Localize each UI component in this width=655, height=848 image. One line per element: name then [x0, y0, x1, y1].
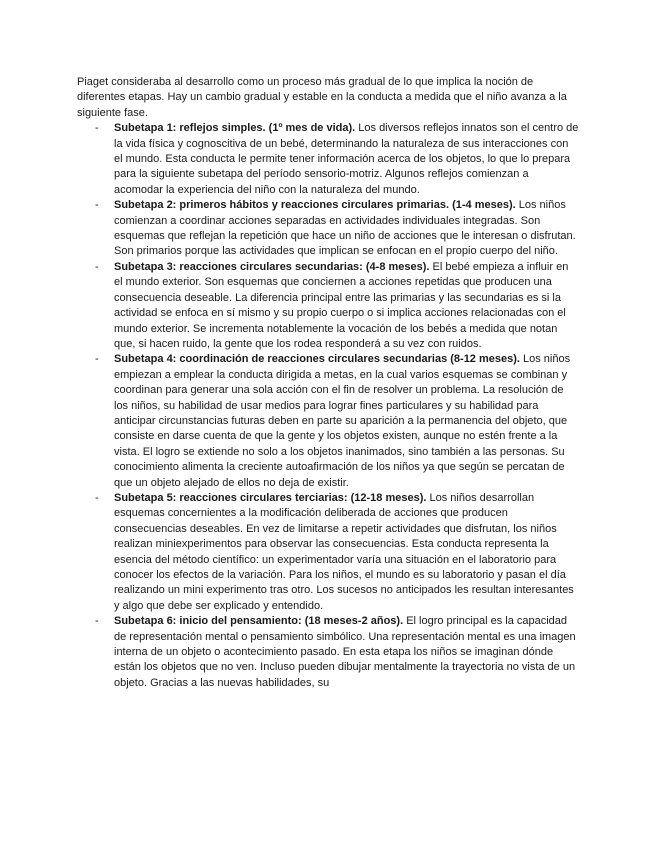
- document-page: [77, 75, 579, 691]
- substage-5: [77, 491, 579, 614]
- bullet-dash: -: [95, 199, 99, 212]
- substage-6: [77, 614, 579, 691]
- substage-text: Los niños empiezan a emplear la conducta dirigida a metas, en la cual varios esquemas se combinan y coordinan para generar una sola acción con el fin de resolver un problema. La resolución de los niños, su habilidad de usar medios para lograr fines particulares y su habilidad para anticipar circunstancias futuras deben en parte su aparición a la permanencia del objeto, que consiste en darse cuenta de que la gente y los objetos existen, aunque no estén frente a la vista. El logro se extiende no solo a los objetos inanimados, sino también a las personas. Su conocimiento alimenta la creciente autoafirmación de los niños ya que según se percatan de que un objeto alejado de ellos no deja de existir.: [114, 353, 571, 489]
- bullet-dash: -: [95, 260, 99, 273]
- substage-title: Subetapa 3: reacciones circulares secundarias: (4-8 meses).: [114, 260, 430, 273]
- substage-title: Subetapa 1: reflejos simples. (1º mes de vida).: [114, 122, 356, 135]
- bullet-dash: -: [95, 491, 99, 504]
- substage-3: [77, 260, 579, 352]
- substage-text: Los niños comienzan a coordinar acciones separadas en actividades individuales integradas. Son esquemas que reflejan la repetición que hace un niño de acciones que le interesan o disfrutan. Son primarios porque las actividades que implican se enfocan en el propio cuerpo del niño.: [114, 199, 576, 258]
- substage-text: El bebé empieza a influir en el mundo exterior. Son esquemas que conciernen a acciones repetidas que producen una consecuencia deseable. La diferencia principal entre las primarias y las secundarias es si la actividad se enfoca en sí mismo y su propio cuerpo o si implica acciones relacionadas con el mundo exterior. Se incrementa notablemente la vocación de los bebés a medida que notan que, si hacen ruido, la gente que los rodea responderá a su vez con ruidos.: [114, 260, 569, 350]
- substage-title: Subetapa 6: inicio del pensamiento: (18 meses-2 años).: [114, 615, 404, 628]
- substage-text: Los diversos reflejos innatos son el centro de la vida física y cognoscitiva de un bebé, determinando la naturaleza de sus interacciones con el mundo. Esta conducta le permite tener información acerca de los objetos, lo que lo prepara para la siguiente subetapa del período sensorio-motriz. Algunos reflejos comienzan a acomodar la experiencia del niño con la naturaleza del mundo.: [114, 122, 579, 196]
- bullet-dash: -: [95, 122, 99, 135]
- intro-paragraph: Piaget consideraba al desarrollo como un proceso más gradual de lo que implica la noción de diferentes etapas. Hay un cambio gradual y estable en la conducta a medida que el niño avanza a la siguiente fase.: [77, 76, 567, 119]
- bullet-dash: -: [95, 353, 99, 366]
- bullet-dash: -: [95, 615, 99, 628]
- substage-2: [77, 198, 579, 260]
- substage-4: [77, 352, 579, 491]
- substage-list: [77, 121, 579, 691]
- substage-title: Subetapa 4: coordinación de reacciones circulares secundarias (8-12 meses).: [114, 353, 520, 366]
- substage-title: Subetapa 5: reacciones circulares terciarias: (12-18 meses).: [114, 491, 427, 504]
- substage-text: Los niños desarrollan esquemas concernientes a la modificación deliberada de acciones que producen consecuencias deseables. En vez de limitarse a repetir actividades que disfrutan, los niños realizan miniexperimentos para observar las consecuencias. Esta conducta representa la esencia del método científico: un experimentador varía una situación en el laboratorio para conocer los efectos de la variación. Para los niños, el mundo es su laboratorio y pasan el día realizando un mini experimento tras otro. Los sucesos no anticipados les resultan interesantes y algo que debe ser explicado y entendido.: [114, 491, 574, 612]
- substage-text: El logro principal es la capacidad de representación mental o pensamiento simbólico. Una representación mental es una imagen interna de un objeto o acontecimiento pasado. En esta etapa los niños se imaginan dónde están los objetos que no ven. Incluso pueden dibujar mentalmente la trayectoria no vista de un objeto. Gracias a las nuevas habilidades, su: [114, 615, 576, 689]
- substage-title: Subetapa 2: primeros hábitos y reacciones circulares primarias. (1-4 meses).: [114, 199, 516, 212]
- substage-1: [77, 121, 579, 198]
